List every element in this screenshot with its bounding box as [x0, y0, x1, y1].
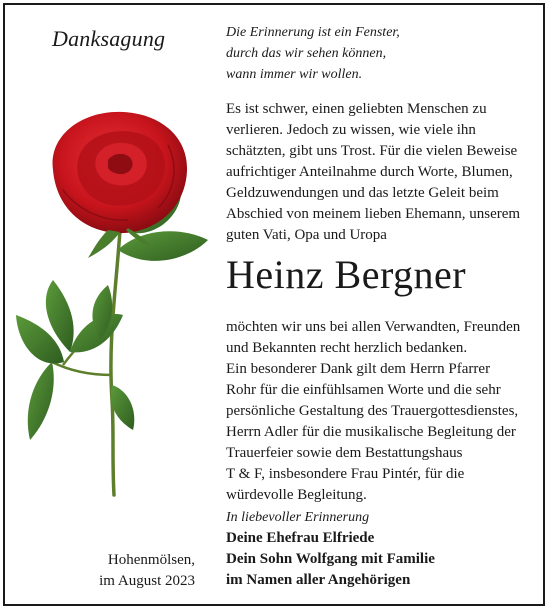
signature-line: im Namen aller Angehörigen — [226, 572, 411, 588]
intro-paragraph — [226, 99, 541, 246]
intro-line: guten Vati, Opa und Uropa — [226, 227, 387, 243]
thanks-line: Herrn Adler für die musikalische Begleitung der — [226, 424, 516, 440]
place-date — [70, 550, 195, 592]
thanks-line: Ein besonderer Dank gilt dem Herrn Pfarrer — [226, 361, 491, 377]
remembrance-line: In liebevoller Erinnerung — [226, 510, 370, 525]
intro-line: Geldzuwendungen und das letzte Geleit beim — [226, 185, 499, 201]
thanks-line: T & F, insbesondere Frau Pintér, für die — [226, 466, 465, 482]
intro-line: Abschied von meinem lieben Ehemann, unserem — [226, 206, 521, 222]
motto-quote — [226, 22, 400, 85]
signature-line: Deine Ehefrau Elfriede — [226, 530, 375, 546]
notice-heading: Danksagung — [52, 26, 166, 51]
thanks-line: persönliche Gestaltung des Trauergottesdienstes, — [226, 403, 519, 419]
deceased-name: Heinz Bergner — [226, 252, 467, 297]
intro-line: verlieren. Jedoch zu wissen, wie viele ihn — [226, 122, 476, 138]
rose-illustration — [8, 100, 228, 500]
thanks-line: Rohr für die einfühlsamen Worte und die sehr — [226, 382, 501, 398]
thanks-paragraph — [226, 317, 546, 506]
signature-block — [226, 528, 435, 591]
thanks-line: und Bekannten recht herzlich bedanken. — [226, 340, 468, 356]
intro-line: schätzten, gibt uns Trost. Für die vielen Beweise — [226, 143, 518, 159]
motto-line: Die Erinnerung ist ein Fenster, — [226, 25, 400, 40]
motto-line: wann immer wir wollen. — [226, 67, 363, 82]
thanks-line: Trauerfeier sowie dem Bestattungshaus — [226, 445, 463, 461]
thanks-line: würdevolle Begleitung. — [226, 487, 367, 503]
intro-line: aufrichtiger Anteilnahme durch Worte, Blumen, — [226, 164, 513, 180]
place-name: Hohenmölsen, — [107, 552, 195, 568]
motto-line: durch das wir sehen können, — [226, 46, 387, 61]
thanks-line: möchten wir uns bei allen Verwandten, Freunden — [226, 319, 521, 335]
signature-line: Dein Sohn Wolfgang mit Familie — [226, 551, 435, 567]
intro-line: Es ist schwer, einen geliebten Menschen zu — [226, 101, 487, 117]
date-line: im August 2023 — [99, 573, 195, 589]
